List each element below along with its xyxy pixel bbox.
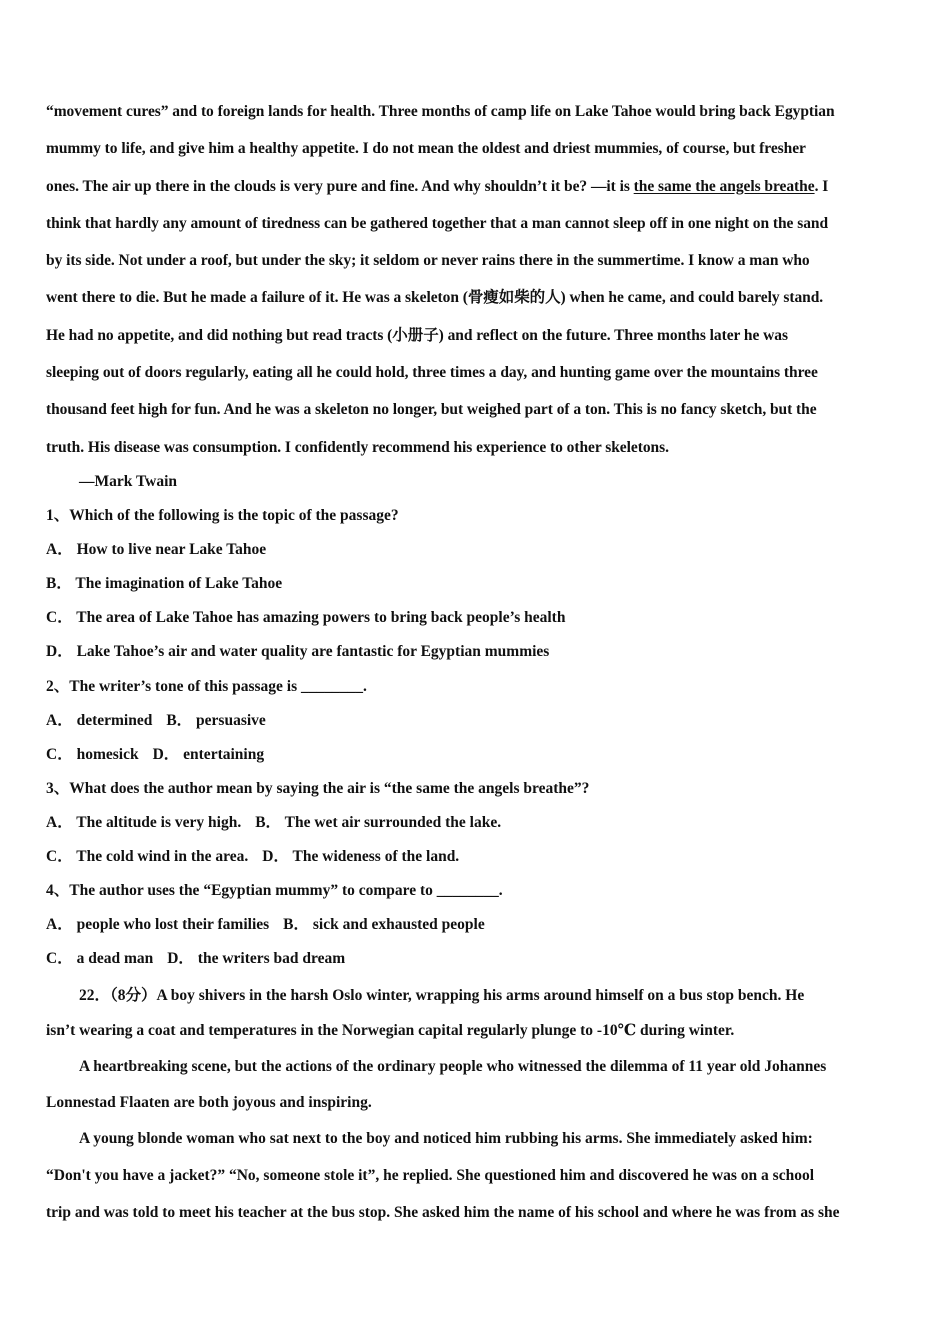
question-2-options-row — [46, 738, 906, 772]
question-3-options-row — [46, 840, 906, 874]
passage-text: . I — [814, 177, 829, 195]
question-1-option-b: B． The imagination of Lake Tahoe — [46, 575, 283, 593]
passage-line: think that hardly any amount of tiredness can be gathered together that a man cannot sleep off in one night on the sand — [46, 214, 829, 232]
passage-line: mummy to life, and give him a healthy appetite. I do not mean the oldest and driest mummies, of course, but fresher — [46, 140, 806, 158]
question-2-options-row — [46, 704, 906, 738]
underlined-phrase: the same the angels breathe — [633, 177, 815, 195]
passage-line: thousand feet high for fun. And he was a skeleton no longer, but weighed part of a ton. This is no fancy sketch, but the — [46, 401, 817, 419]
passage-line: went there to die. But he made a failure of it. He was a skeleton (骨瘦如柴的人) when he came, and could barely stand. — [46, 289, 824, 307]
question-2-option-c: C． homesick — [46, 745, 139, 763]
question-3-option-d: D． The wideness of the land. — [262, 848, 460, 866]
article-line: “Don't you have a jacket?” “No, someone stole it”, he replied. She questioned him and discovered he was on a school — [46, 1167, 814, 1185]
passage-line: truth. His disease was consumption. I confidently recommend his experience to other skeletons. — [46, 438, 669, 456]
article-line: Lonnestad Flaaten are both joyous and inspiring. — [46, 1093, 372, 1111]
article-22 — [46, 977, 906, 1232]
question-1-option-c: C． The area of Lake Tahoe has amazing powers to bring back people’s health — [46, 609, 566, 627]
question-3-option-a: A． The altitude is very high. — [46, 813, 242, 831]
question-1-option-a: A． How to live near Lake Tahoe — [46, 541, 267, 559]
passage-line: sleeping out of doors regularly, eating all he could hold, three times a day, and hunting game over the mountains three — [46, 364, 818, 382]
passage-line: “movement cures” and to foreign lands for health. Three months of camp life on Lake Tahoe would bring back Egyptian — [46, 103, 835, 120]
question-2-option-b: B． persuasive — [166, 711, 266, 729]
question-4-options-row — [46, 942, 906, 976]
passage-line — [46, 168, 906, 205]
question-4-option-b: B． sick and exhausted people — [283, 916, 485, 934]
article-line — [46, 977, 906, 1014]
question-number: 22．（8分） — [79, 987, 157, 1004]
question-4-option-c: C． a dead man — [46, 950, 154, 968]
question-block — [46, 465, 906, 976]
passage-line: He had no appetite, and did nothing but read tracts (小册子) and reflect on the future. Three months later he was — [46, 326, 788, 344]
article-line: trip and was told to meet his teacher at the bus stop. She asked him the name of his school and where he was from as she — [46, 1204, 840, 1222]
question-3-option-c: C． The cold wind in the area. — [46, 848, 249, 866]
question-3-stem: 3、What does the author mean by saying the air is “the same the angels breathe”? — [46, 779, 590, 797]
article-text: A boy shivers in the harsh Oslo winter, wrapping his arms around himself on a bus stop bench. He — [156, 987, 805, 1004]
question-1-stem: 1、Which of the following is the topic of the passage? — [46, 507, 399, 525]
question-4-option-d: D． the writers bad dream — [167, 950, 346, 968]
article-line: A heartbreaking scene, but the actions of the ordinary people who witnessed the dilemma of 11 year old Johannes — [79, 1058, 827, 1076]
passage-author: —Mark Twain — [79, 473, 178, 490]
question-2-option-d: D． entertaining — [152, 745, 265, 763]
question-3-options-row — [46, 806, 906, 840]
reading-passage — [46, 93, 906, 466]
passage-line: by its side. Not under a roof, but under the sky; it seldom or never rains there in the summertime. I know a man who — [46, 252, 810, 270]
question-4-options-row — [46, 908, 906, 942]
question-3-option-b: B． The wet air surrounded the lake. — [255, 813, 502, 831]
question-1-option-d: D． Lake Tahoe’s air and water quality are fantastic for Egyptian mummies — [46, 643, 550, 661]
article-line: A young blonde woman who sat next to the boy and noticed him rubbing his arms. She immediately asked him: — [79, 1129, 813, 1147]
question-2-stem: 2、The writer’s tone of this passage is ________. — [46, 677, 367, 695]
question-4-stem: 4、The author uses the “Egyptian mummy” to compare to ________. — [46, 882, 503, 900]
question-4-option-a: A． people who lost their families — [46, 916, 270, 934]
question-2-option-a: A． determined — [46, 711, 153, 729]
passage-text: ones. The air up there in the clouds is very pure and fine. And why shouldn’t it be? —it is — [46, 177, 634, 195]
article-line: isn’t wearing a coat and temperatures in the Norwegian capital regularly plunge to -10℃ during winter. — [46, 1022, 735, 1040]
